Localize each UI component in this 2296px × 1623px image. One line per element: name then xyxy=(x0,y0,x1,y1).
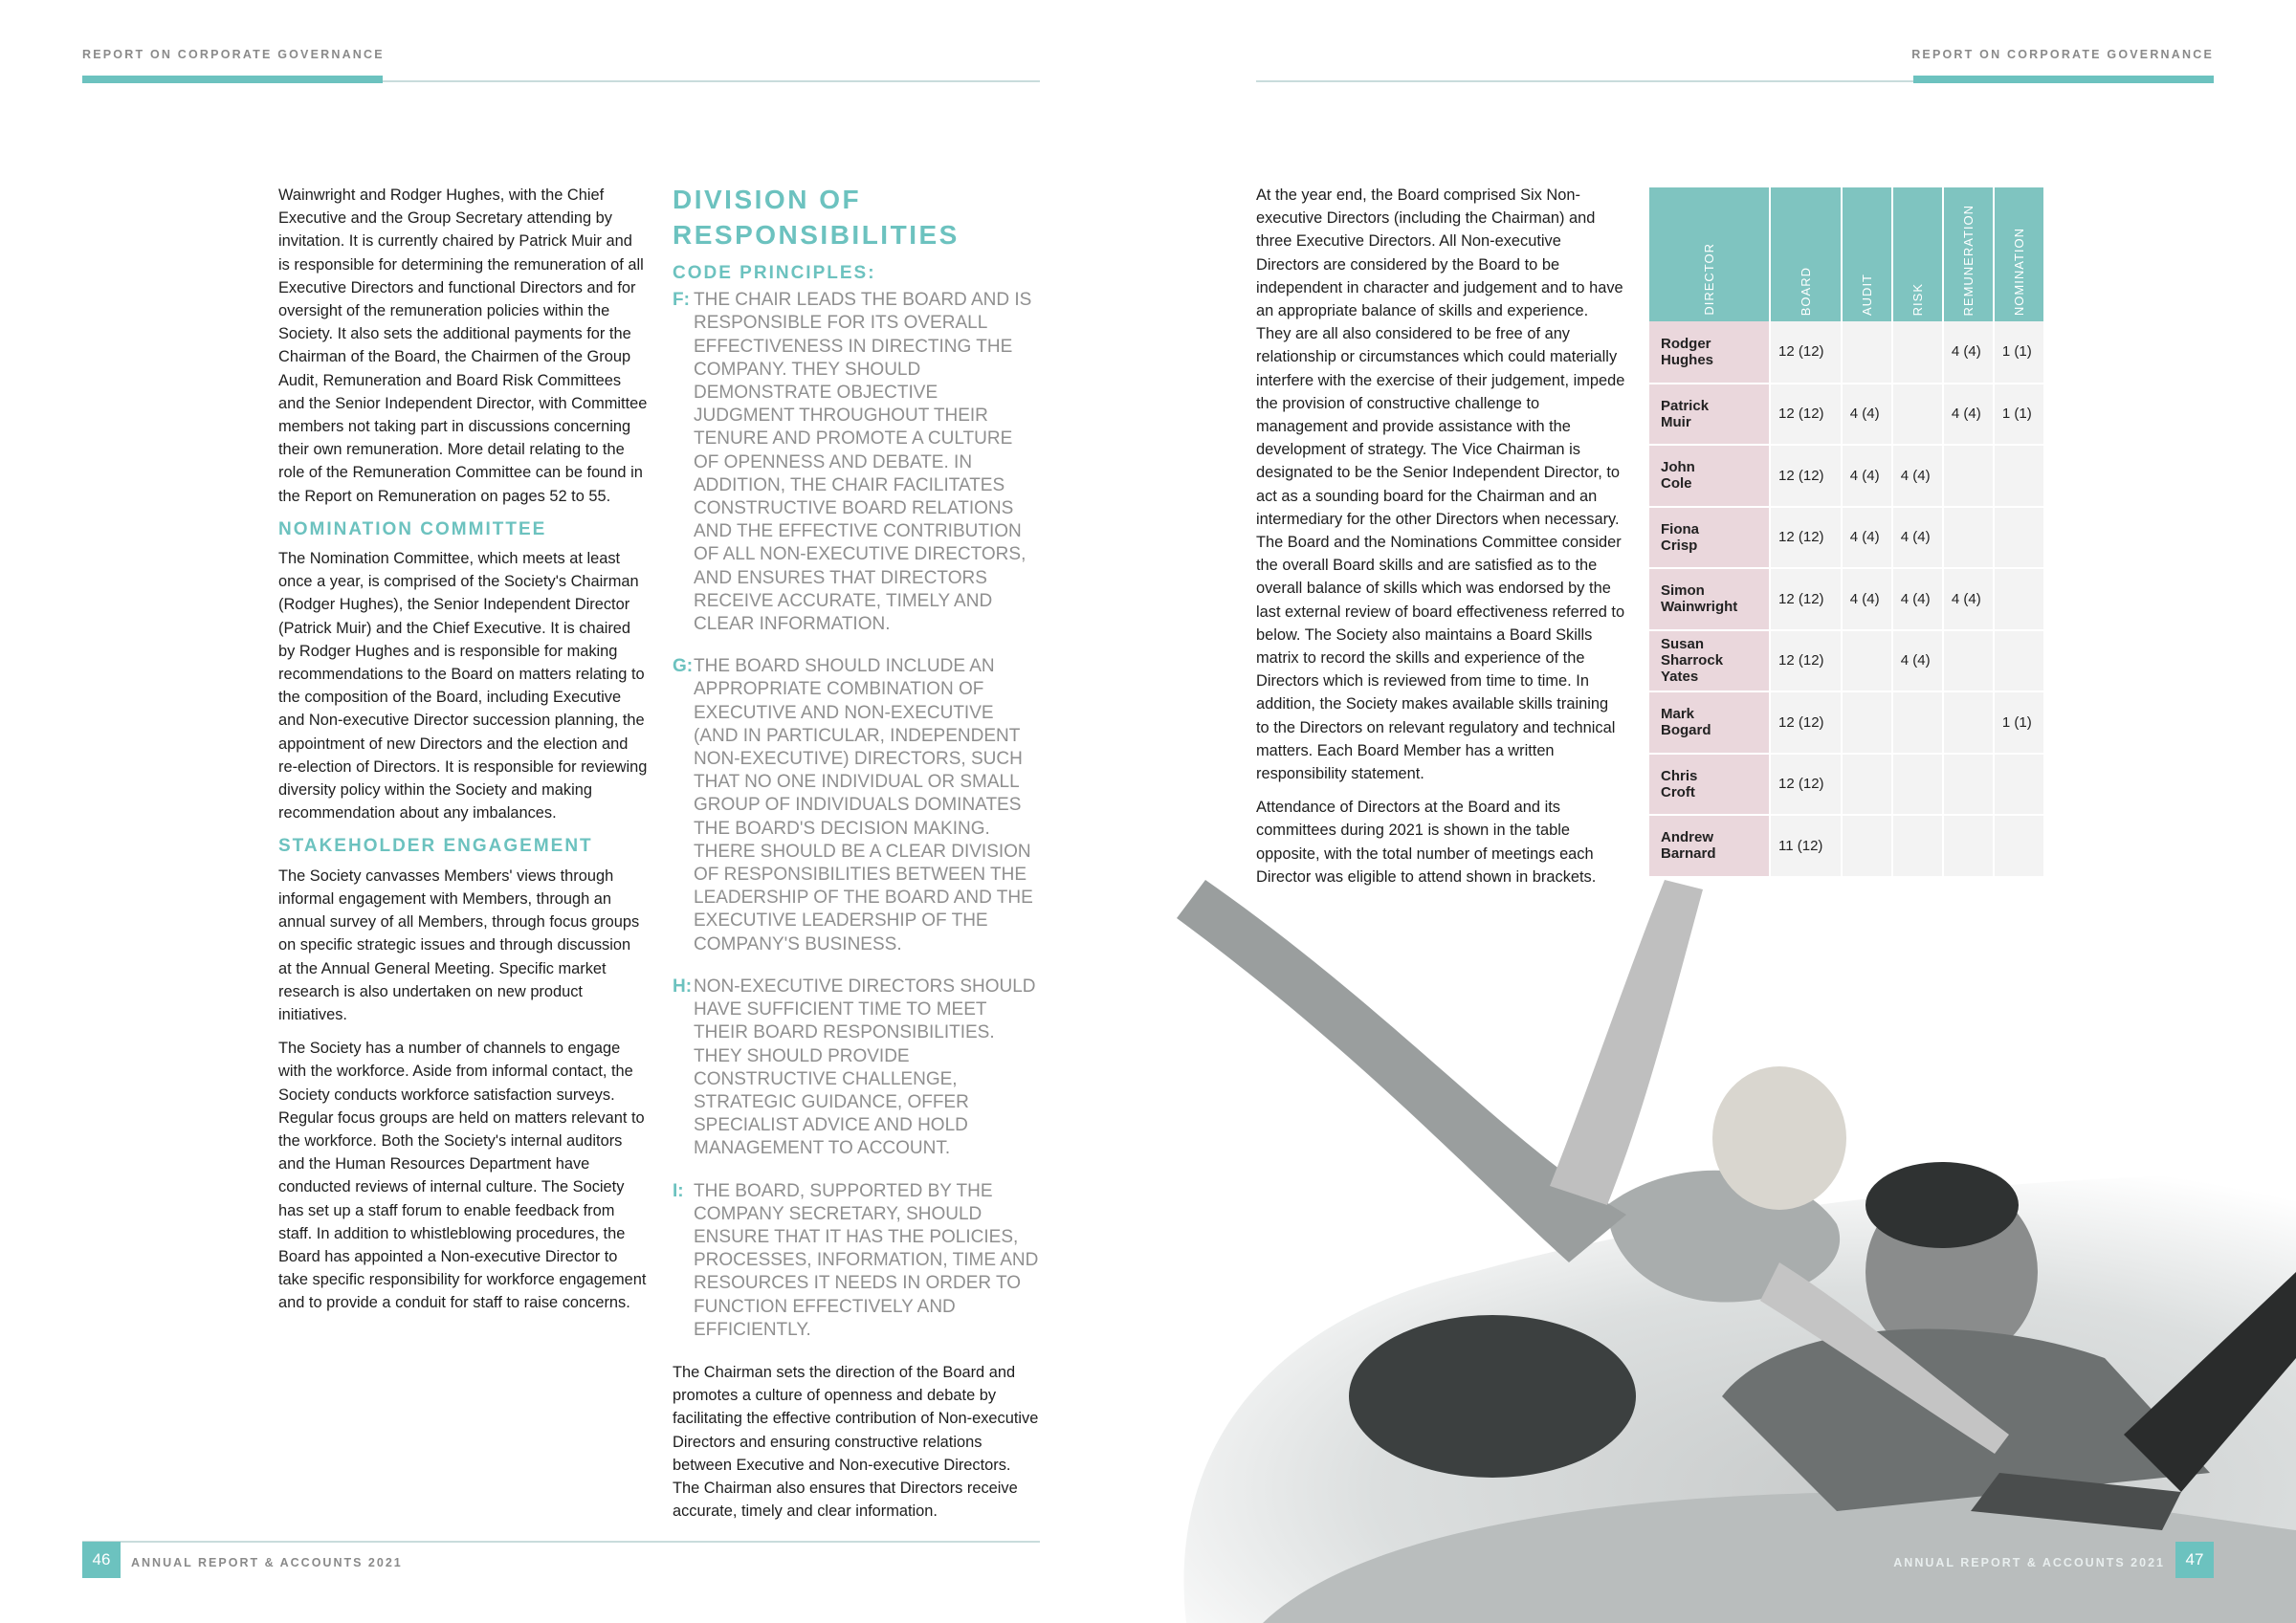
name-line: Croft xyxy=(1661,783,1695,801)
remuneration-cell: 4 (4) xyxy=(1943,321,1994,384)
table-header-row xyxy=(1649,187,2044,321)
risk-cell xyxy=(1892,754,1943,816)
remuneration-cell xyxy=(1943,630,1994,692)
director-name xyxy=(1649,754,1770,816)
principle-text: NON-EXECUTIVE DIRECTORS SHOULD HAVE SUFFICIENT TIME TO MEET THEIR BOARD RESPONSIBILITIES. THEY SHOULD PROVIDE CONSTRUCTIVE CHALLENGE, STRATEGIC GUIDANCE, OFFER SPECIALIST ADVICE AND HOLD MANAGEMENT TO ACCOUNT. xyxy=(694,976,1036,1159)
right-text-column xyxy=(1256,184,1625,899)
nomination-cell xyxy=(1994,568,2044,630)
table-row xyxy=(1649,384,2044,446)
header-label: REMUNERATION xyxy=(1960,204,1976,316)
header-label: RISK xyxy=(1910,282,1925,316)
table-row xyxy=(1649,321,2044,384)
nomination-cell: 1 (1) xyxy=(1994,691,2044,754)
audit-cell: 4 (4) xyxy=(1842,384,1892,446)
chairman-text: The Chairman sets the direction of the Board and promotes a culture of openness and debate by facilitating the effective contribution of Non-executive Directors and ensuring constructive relations between Executive and Non-executive Directors. The Chairman also ensures that Directors receive accurate, timely and clear information. xyxy=(673,1363,1039,1521)
principle-i xyxy=(673,1180,1040,1342)
principle-h xyxy=(673,976,1040,1161)
stakeholder-text-2: The Society has a number of channels to engage with the workforce. Aside from informal contact, the Society conducts workforce satisfaction surveys. Regular focus groups are held on matters relevant to the workforce. Both the Society's internal auditors and the Human Resources Department have conducted reviews of internal culture. The Society has set up a staff forum to enable feedback from staff. In addition to whistleblowing procedures, the Board has appointed a Non-executive Director to take specific responsibility for workforce engagement and to provide a conduit for staff to raise concerns. xyxy=(278,1040,647,1312)
header-label: AUDIT xyxy=(1859,274,1874,316)
principle-text: THE BOARD, SUPPORTED BY THE COMPANY SECRETARY, SHOULD ENSURE THAT IT HAS THE POLICIES, PROCESSES, INFORMATION, TIME AND RESOURCES IT NEEDS IN ORDER TO FUNCTION EFFECTIVELY AND EFFICIENTLY. xyxy=(694,1180,1039,1340)
header-accent-left xyxy=(82,76,383,83)
name-line: Yates xyxy=(1661,669,1699,686)
risk-cell: 4 (4) xyxy=(1892,507,1943,569)
audit-cell: 4 (4) xyxy=(1842,568,1892,630)
remuneration-intro: Wainwright and Rodger Hughes, with the Chief Executive and the Group Secretary attending by invitation. It is currently chaired by Patrick Muir and is responsible for determining the remuneration of all Executive Directors and functional Directors and for oversight of the remuneration policies within the Society. It also sets the additional payments for the Chairman of the Board, the Chairmen of the Group Audit, Remuneration and Board Risk Committees and the Senior Independent Director, with Committee members not taking part in discussions concerning their own remuneration. More detail relating to the role of the Remuneration Committee can be found in the Report on Remuneration on pages 52 to 55. xyxy=(278,186,648,505)
header-board xyxy=(1770,187,1842,321)
board-cell: 11 (12) xyxy=(1770,815,1842,877)
left-text-column xyxy=(278,184,648,1326)
name-line: John xyxy=(1661,459,1695,476)
director-name xyxy=(1649,384,1770,446)
table-row xyxy=(1649,815,2044,877)
name-line: Sharrock xyxy=(1661,652,1724,669)
remuneration-cell xyxy=(1943,691,1994,754)
risk-cell xyxy=(1892,691,1943,754)
audit-cell: 4 (4) xyxy=(1842,507,1892,569)
table-row xyxy=(1649,630,2044,692)
name-line: Mark xyxy=(1661,706,1695,723)
nomination-cell: 1 (1) xyxy=(1994,321,2044,384)
principle-text: THE BOARD SHOULD INCLUDE AN APPROPRIATE COMBINATION OF EXECUTIVE AND NON-EXECUTIVE (AND IN PARTICULAR, INDEPENDENT NON-EXECUTIVE) DIRECTORS, SUCH THAT NO ONE INDIVIDUAL OR SMALL GROUP OF INDIVIDUALS DOMINATES THE BOARD'S DECISION MAKING. THERE SHOULD BE A CLEAR DIVISION OF RESPONSIBILITIES BETWEEN THE LEADERSHIP OF THE BOARD AND THE EXECUTIVE LEADERSHIP OF THE COMPANY'S BUSINESS. xyxy=(694,656,1033,954)
board-cell: 12 (12) xyxy=(1770,321,1842,384)
table-row xyxy=(1649,691,2044,754)
name-line: Hughes xyxy=(1661,351,1714,368)
header-remuneration xyxy=(1943,187,1994,321)
name-line: Patrick xyxy=(1661,397,1710,414)
code-principles-heading: CODE PRINCIPLES: xyxy=(673,263,876,283)
header-left: REPORT ON CORPORATE GOVERNANCE xyxy=(82,48,385,61)
name-line: Wainwright xyxy=(1661,599,1738,616)
board-cell: 12 (12) xyxy=(1770,754,1842,816)
nomination-heading: NOMINATION COMMITTEE xyxy=(278,518,547,539)
director-name xyxy=(1649,815,1770,877)
header-right: REPORT ON CORPORATE GOVERNANCE xyxy=(1911,48,2214,61)
header-label: NOMINATION xyxy=(2011,227,2026,316)
risk-cell: 4 (4) xyxy=(1892,568,1943,630)
stakeholder-heading: STAKEHOLDER ENGAGEMENT xyxy=(278,836,593,857)
nomination-text: The Nomination Committee, which meets at least once a year, is comprised of the Society's Chairman (Rodger Hughes), the Senior Independent Director (Patrick Muir) and the Chief Executive. It is chaired by Rodger Hughes and is responsible for making recommendations to the Board on matters relating to the composition of the Board, including Executive and Non-executive Director succession planning, the appointment of new Directors and the election and re-election of Directors. It is responsible for reviewing diversity policy within the Society and making recommendation about any imbalances. xyxy=(278,550,648,822)
attendance-table xyxy=(1649,187,2045,878)
footer-text-left: ANNUAL REPORT & ACCOUNTS 2021 xyxy=(131,1556,403,1569)
remuneration-cell: 4 (4) xyxy=(1943,568,1994,630)
risk-cell: 4 (4) xyxy=(1892,630,1943,692)
audit-cell xyxy=(1842,691,1892,754)
audit-cell xyxy=(1842,630,1892,692)
board-cell: 12 (12) xyxy=(1770,691,1842,754)
table-row xyxy=(1649,754,2044,816)
header-label: BOARD xyxy=(1798,266,1813,316)
nomination-cell xyxy=(1994,630,2044,692)
name-line: Bogard xyxy=(1661,722,1711,739)
nomination-cell xyxy=(1994,445,2044,507)
header-director xyxy=(1649,187,1770,321)
nomination-cell xyxy=(1994,754,2044,816)
header-audit xyxy=(1842,187,1892,321)
remuneration-cell xyxy=(1943,507,1994,569)
name-line: Rodger xyxy=(1661,335,1711,352)
principle-text: THE CHAIR LEADS THE BOARD AND IS RESPONSIBLE FOR ITS OVERALL EFFECTIVENESS IN DIRECTING THE COMPANY. THEY SHOULD DEMONSTRATE OBJECTIVE JUDGMENT THROUGHOUT THEIR TENURE AND PROMOTE A CULTURE OF OPENNESS AND DEBATE. IN ADDITION, THE CHAIR FACILITATES CONSTRUCTIVE BOARD RELATIONS AND THE EFFECTIVE CONTRIBUTION OF ALL NON-EXECUTIVE DIRECTORS, AND ENSURES THAT DIRECTORS RECEIVE ACCURATE, TIMELY AND CLEAR INFORMATION. xyxy=(694,290,1032,635)
audit-cell: 4 (4) xyxy=(1842,445,1892,507)
risk-cell xyxy=(1892,321,1943,384)
division-column xyxy=(673,182,1040,1523)
nomination-cell xyxy=(1994,815,2044,877)
board-composition-text: At the year end, the Board comprised Six Non-executive Directors (including the Chairman) and three Executive Directors. All Non-executive Directors are considered by the Board to be independent in character and judgement and to have an appropriate balance of skills and experience. They are all also considered to be free of any relationship or circumstances which could materially interfere with the exercise of their judgement, impede the provision of constructive challenge to management and provide assistance with the development of strategy. The Vice Chairman is designated to be the Senior Independent Director, to act as a sounding board for the Chairman and an intermediary for the other Directors when necessary. The Board and the Nominations Committee consider the overall Board skills and are satisfied as to the overall balance of skills which was endorsed by the last external review of board effectiveness referred to below. The Society also maintains a Board Skills matrix to record the skills and experience of the Directors which is reviewed from time to time. In addition, the Society makes available skills training to the Directors on relevant regulatory and technical matters. Each Board Member has a written responsibility statement. xyxy=(1256,186,1625,783)
name-line: Simon xyxy=(1661,582,1705,600)
page-number-left: 46 xyxy=(82,1542,121,1578)
director-name xyxy=(1649,691,1770,754)
director-name xyxy=(1649,445,1770,507)
audit-cell xyxy=(1842,754,1892,816)
division-title-line-2: RESPONSIBILITIES xyxy=(673,220,960,250)
principle-f xyxy=(673,289,1040,636)
header-risk xyxy=(1892,187,1943,321)
name-line: Muir xyxy=(1661,413,1691,430)
board-cell: 12 (12) xyxy=(1770,568,1842,630)
name-line: Cole xyxy=(1661,475,1692,493)
risk-cell: 4 (4) xyxy=(1892,445,1943,507)
board-cell: 12 (12) xyxy=(1770,630,1842,692)
director-name xyxy=(1649,568,1770,630)
table-row xyxy=(1649,568,2044,630)
page-number-right: 47 xyxy=(2175,1542,2214,1578)
nomination-cell xyxy=(1994,507,2044,569)
table-row xyxy=(1649,507,2044,569)
principle-letter: G: xyxy=(673,656,694,677)
name-line: Barnard xyxy=(1661,845,1716,863)
director-name xyxy=(1649,507,1770,569)
name-line: Chris xyxy=(1661,767,1698,784)
name-line: Andrew xyxy=(1661,829,1714,846)
footer-text-right: ANNUAL REPORT & ACCOUNTS 2021 xyxy=(1893,1556,2165,1569)
remuneration-cell: 4 (4) xyxy=(1943,384,1994,446)
attendance-text: Attendance of Directors at the Board and its committees during 2021 is shown in the table opposite, with the total number of meetings each Director was eligible to attend shown in brackets. xyxy=(1256,799,1597,886)
audit-cell xyxy=(1842,321,1892,384)
division-title xyxy=(673,182,1040,252)
board-cell: 12 (12) xyxy=(1770,384,1842,446)
name-line: Crisp xyxy=(1661,537,1698,554)
remuneration-cell xyxy=(1943,815,1994,877)
stakeholder-text-1: The Society canvasses Members' views through informal engagement with Members, through an annual survey of all Members, through focus groups on specific strategic issues and through discussion at the Annual General Meeting. Specific market research is also undertaken on new product initiatives. xyxy=(278,866,640,1023)
division-title-line-1: DIVISION OF xyxy=(673,185,862,214)
risk-cell xyxy=(1892,815,1943,877)
board-cell: 12 (12) xyxy=(1770,445,1842,507)
principle-letter: F: xyxy=(673,290,690,311)
director-name xyxy=(1649,321,1770,384)
header-label: DIRECTOR xyxy=(1702,243,1716,316)
name-line: Fiona xyxy=(1661,520,1699,537)
director-name xyxy=(1649,630,1770,692)
audit-cell xyxy=(1842,815,1892,877)
principle-letter: I: xyxy=(673,1180,684,1201)
header-nomination xyxy=(1994,187,2044,321)
footer-rule-left xyxy=(82,1541,1040,1543)
table-row xyxy=(1649,445,2044,507)
principle-g xyxy=(673,655,1040,956)
principle-letter: H: xyxy=(673,976,693,997)
name-line: Susan xyxy=(1661,636,1705,653)
remuneration-cell xyxy=(1943,754,1994,816)
nomination-cell: 1 (1) xyxy=(1994,384,2044,446)
photo-father-child-laptop xyxy=(1110,861,2296,1623)
board-cell: 12 (12) xyxy=(1770,507,1842,569)
risk-cell xyxy=(1892,384,1943,446)
header-accent-right xyxy=(1913,76,2214,83)
remuneration-cell xyxy=(1943,445,1994,507)
